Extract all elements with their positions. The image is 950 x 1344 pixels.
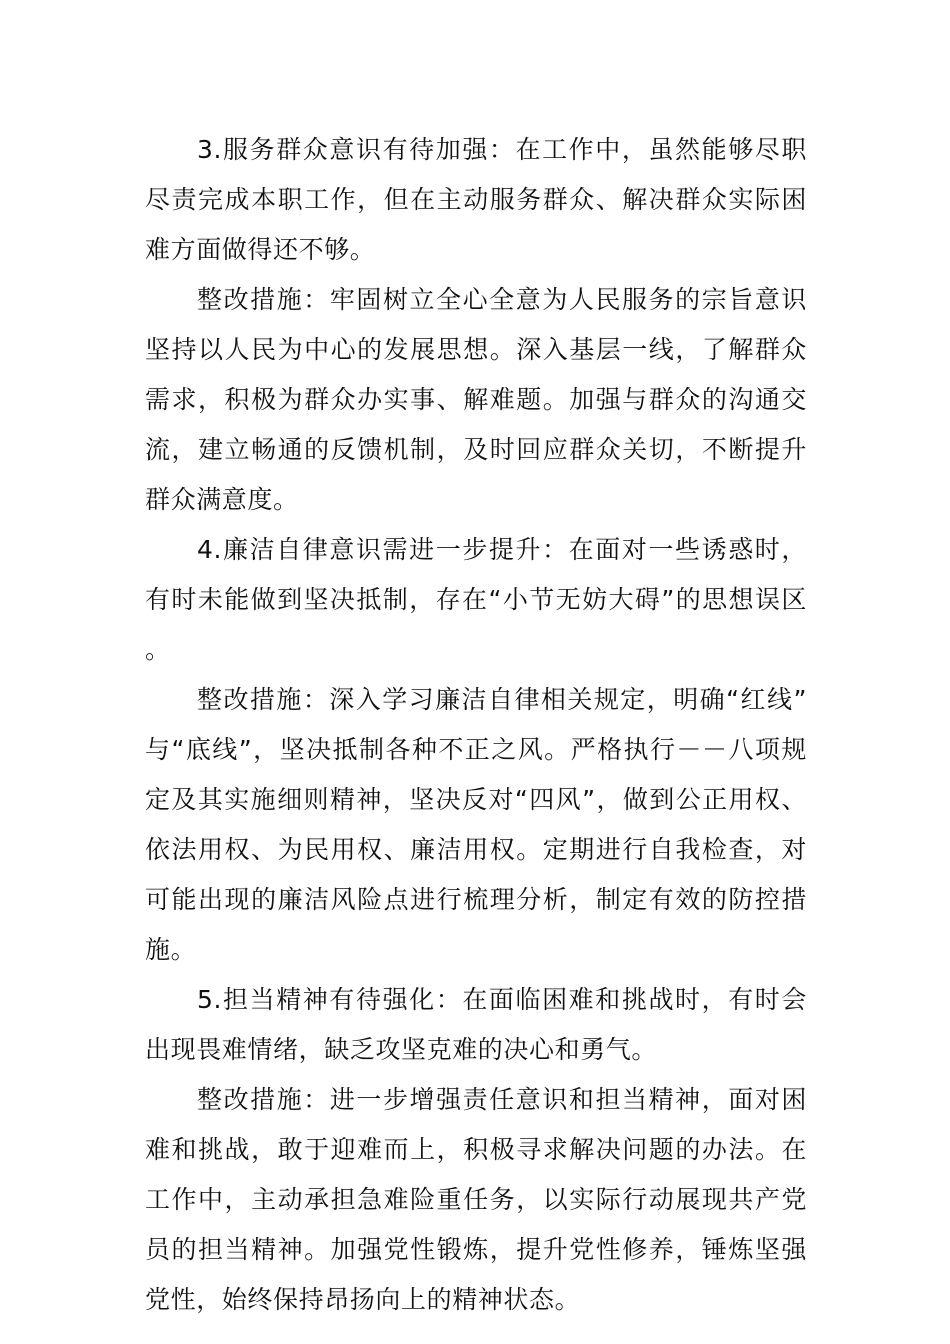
paragraph-integrity-issue: 4.廉洁自律意识需进一步提升：在面对一些诱惑时，有时未能做到坚决抵制，存在“小节无妨大碍”的思想误区。 <box>145 535 807 664</box>
paragraph-responsibility-measures: 整改措施：进一步增强责任意识和担当精神，面对困难和挑战，敢于迎难而上，积极寻求解决问题的办法。在工作中，主动承担急难险重任务，以实际行动展现共产党员的担当精神。加强党性锻炼，提升党性修养，锤炼坚强党性，始终保持昂扬向上的精神状态。 <box>145 1085 807 1314</box>
paragraph-responsibility-issue: 5.担当精神有待强化：在面临困难和挑战时，有时会出现畏难情绪，缺乏攻坚克难的决心和勇气。 <box>145 985 807 1064</box>
paragraph-service-measures: 整改措施：牢固树立全心全意为人民服务的宗旨意识坚持以人民为中心的发展思想。深入基层一线，了解群众需求，积极为群众办实事、解难题。加强与群众的沟通交流，建立畅通的反馈机制，及时回应群众关切，不断提升群众满意度。 <box>145 285 807 514</box>
document-body <box>145 125 807 1325</box>
paragraph-integrity-measures: 整改措施：深入学习廉洁自律相关规定，明确“红线”与“底线”，坚决抵制各种不正之风。严格执行－－八项规定及其实施细则精神，坚决反对“四风”，做到公正用权、依法用权、为民用权、廉洁用权。定期进行自我检查，对可能出现的廉洁风险点进行梳理分析，制定有效的防控措施。 <box>145 685 807 964</box>
paragraph-service-issue: 3.服务群众意识有待加强：在工作中，虽然能够尽职尽责完成本职工作，但在主动服务群众、解决群众实际困难方面做得还不够。 <box>145 135 807 264</box>
